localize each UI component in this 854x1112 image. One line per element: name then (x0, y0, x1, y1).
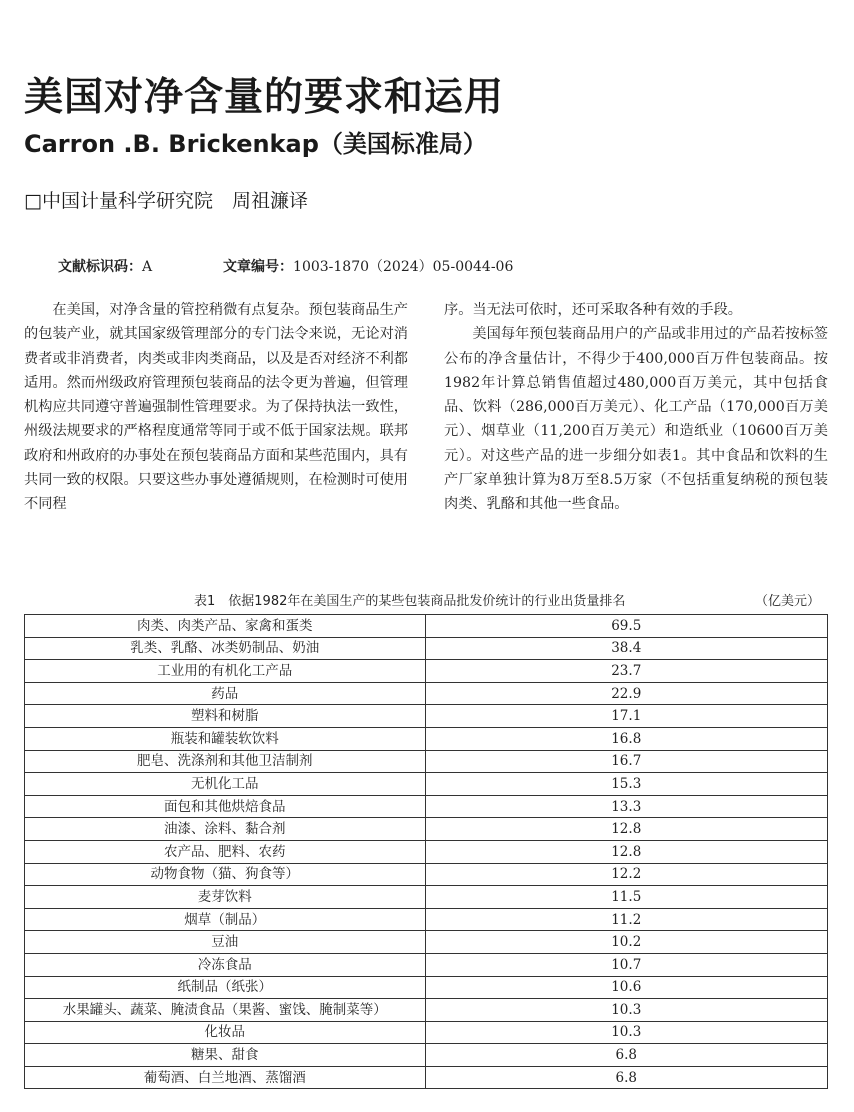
value-cell: 10.7 (425, 953, 828, 976)
value-cell: 69.5 (425, 615, 828, 638)
table-row (25, 615, 828, 638)
doc-code-label: 文献标识码： (58, 259, 142, 275)
translator-line: □中国计量科学研究院 周祖濂译 (24, 190, 308, 212)
table-row (25, 953, 828, 976)
table-row (25, 1066, 828, 1089)
doc-code: A (142, 259, 153, 275)
table-row (25, 818, 828, 841)
category-cell: 化妆品 (25, 1021, 426, 1044)
value-cell: 22.9 (425, 682, 828, 705)
table-row (25, 840, 828, 863)
category-cell: 冷冻食品 (25, 953, 426, 976)
category-cell: 麦芽饮料 (25, 886, 426, 909)
category-cell: 水果罐头、蔬菜、腌渍食品（果酱、蜜饯、腌制菜等） (25, 999, 426, 1022)
value-cell: 12.8 (425, 818, 828, 841)
value-cell: 23.7 (425, 660, 828, 683)
category-cell: 糖果、甜食 (25, 1044, 426, 1067)
table-row (25, 908, 828, 931)
category-cell: 肉类、肉类产品、家禽和蛋类 (25, 615, 426, 638)
table-row (25, 705, 828, 728)
article-no-label: 文章编号： (223, 259, 294, 275)
value-cell: 10.3 (425, 999, 828, 1022)
category-cell: 肥皂、洗涤剂和其他卫洁制剂 (25, 750, 426, 773)
value-cell: 6.8 (425, 1044, 828, 1067)
table-row (25, 773, 828, 796)
table-row (25, 976, 828, 999)
value-cell: 10.6 (425, 976, 828, 999)
author-line: Carron .B. Brickenkap（美国标准局） (24, 130, 487, 158)
category-cell: 豆油 (25, 931, 426, 954)
table-row (25, 750, 828, 773)
article-no: 1003-1870（2024）05-0044-06 (293, 259, 514, 275)
value-cell: 15.3 (425, 773, 828, 796)
table-row (25, 863, 828, 886)
value-cell: 38.4 (425, 637, 828, 660)
category-cell: 纸制品（纸张） (25, 976, 426, 999)
table-unit: （亿美元） (754, 594, 820, 609)
category-cell: 工业用的有机化工产品 (25, 660, 426, 683)
table-caption (24, 588, 828, 610)
category-cell: 葡萄酒、白兰地酒、蒸馏酒 (25, 1066, 426, 1089)
value-cell: 16.8 (425, 727, 828, 750)
value-cell: 12.8 (425, 840, 828, 863)
paragraph: 在美国，对净含量的管控稍微有点复杂。预包装商品生产的包装产业，就其国家级管理部分的专门法令来说，无论对消费者或非消费者，肉类或非肉类商品，以及是否对经济不利都适用。然而州级政府管理预包装商品的法令更为普遍，但管理机构应共同遵守普遍强制性管理要求。为了保持执法一致性，州级法规要求的严格程度通常等同于或不低于国家法规。联邦政府和州政府的办事处在预包装商品方面和某些范围内，具有共同一致的权限。只要这些办事处遵循规则，在检测时可使用不同程 (24, 302, 408, 513)
category-cell: 塑料和树脂 (25, 705, 426, 728)
value-cell: 16.7 (425, 750, 828, 773)
category-cell: 烟草（制品） (25, 908, 426, 931)
table-row (25, 886, 828, 909)
value-cell: 12.2 (425, 863, 828, 886)
category-cell: 乳类、乳酪、冰类奶制品、奶油 (25, 637, 426, 660)
category-cell: 瓶装和罐装软饮料 (25, 727, 426, 750)
value-cell: 13.3 (425, 795, 828, 818)
table-row (25, 1044, 828, 1067)
paragraph: 美国每年预包装商品用户的产品或非用过的产品若按标签公布的净含量估计，不得少于400,000百万件包装商品。按1982年计算总销售值超过480,000百万美元，其中包括食品、饮料（286,000百万美元）、化工产品（170,000百万美元）、烟草业（11,200百万美元）和造纸业（10600百万美元）。对这些产品的进一步细分如表1。其中食品和饮料的生产厂家单独计算为8万至8.5万家（不包括重复纳税的预包装肉类、乳酪和其他一些食品。 (444, 326, 828, 513)
paragraph: 序。当无法可依时，还可采取各种有效的手段。 (444, 302, 742, 318)
shipment-ranking-table (24, 614, 828, 1089)
table-row (25, 682, 828, 705)
table-row (25, 999, 828, 1022)
value-cell: 11.5 (425, 886, 828, 909)
table-row (25, 727, 828, 750)
table-caption-title: 表1 依据1982年在美国生产的某些包装商品批发价统计的行业出货量排名 (194, 594, 626, 609)
table-row (25, 637, 828, 660)
value-cell: 10.3 (425, 1021, 828, 1044)
article-meta (58, 256, 513, 276)
table-row (25, 1021, 828, 1044)
category-cell: 药品 (25, 682, 426, 705)
table-body (25, 615, 828, 1089)
category-cell: 面包和其他烘焙食品 (25, 795, 426, 818)
category-cell: 动物食物（猫、狗食等） (25, 863, 426, 886)
category-cell: 无机化工品 (25, 773, 426, 796)
category-cell: 油漆、涂料、黏合剂 (25, 818, 426, 841)
table-row (25, 931, 828, 954)
article-title: 美国对净含量的要求和运用 (24, 75, 505, 120)
category-cell: 农产品、肥料、农药 (25, 840, 426, 863)
table-row (25, 795, 828, 818)
value-cell: 11.2 (425, 908, 828, 931)
body-column-right (444, 298, 828, 517)
value-cell: 17.1 (425, 705, 828, 728)
table-row (25, 660, 828, 683)
value-cell: 10.2 (425, 931, 828, 954)
value-cell: 6.8 (425, 1066, 828, 1089)
body-column-left (24, 298, 408, 517)
